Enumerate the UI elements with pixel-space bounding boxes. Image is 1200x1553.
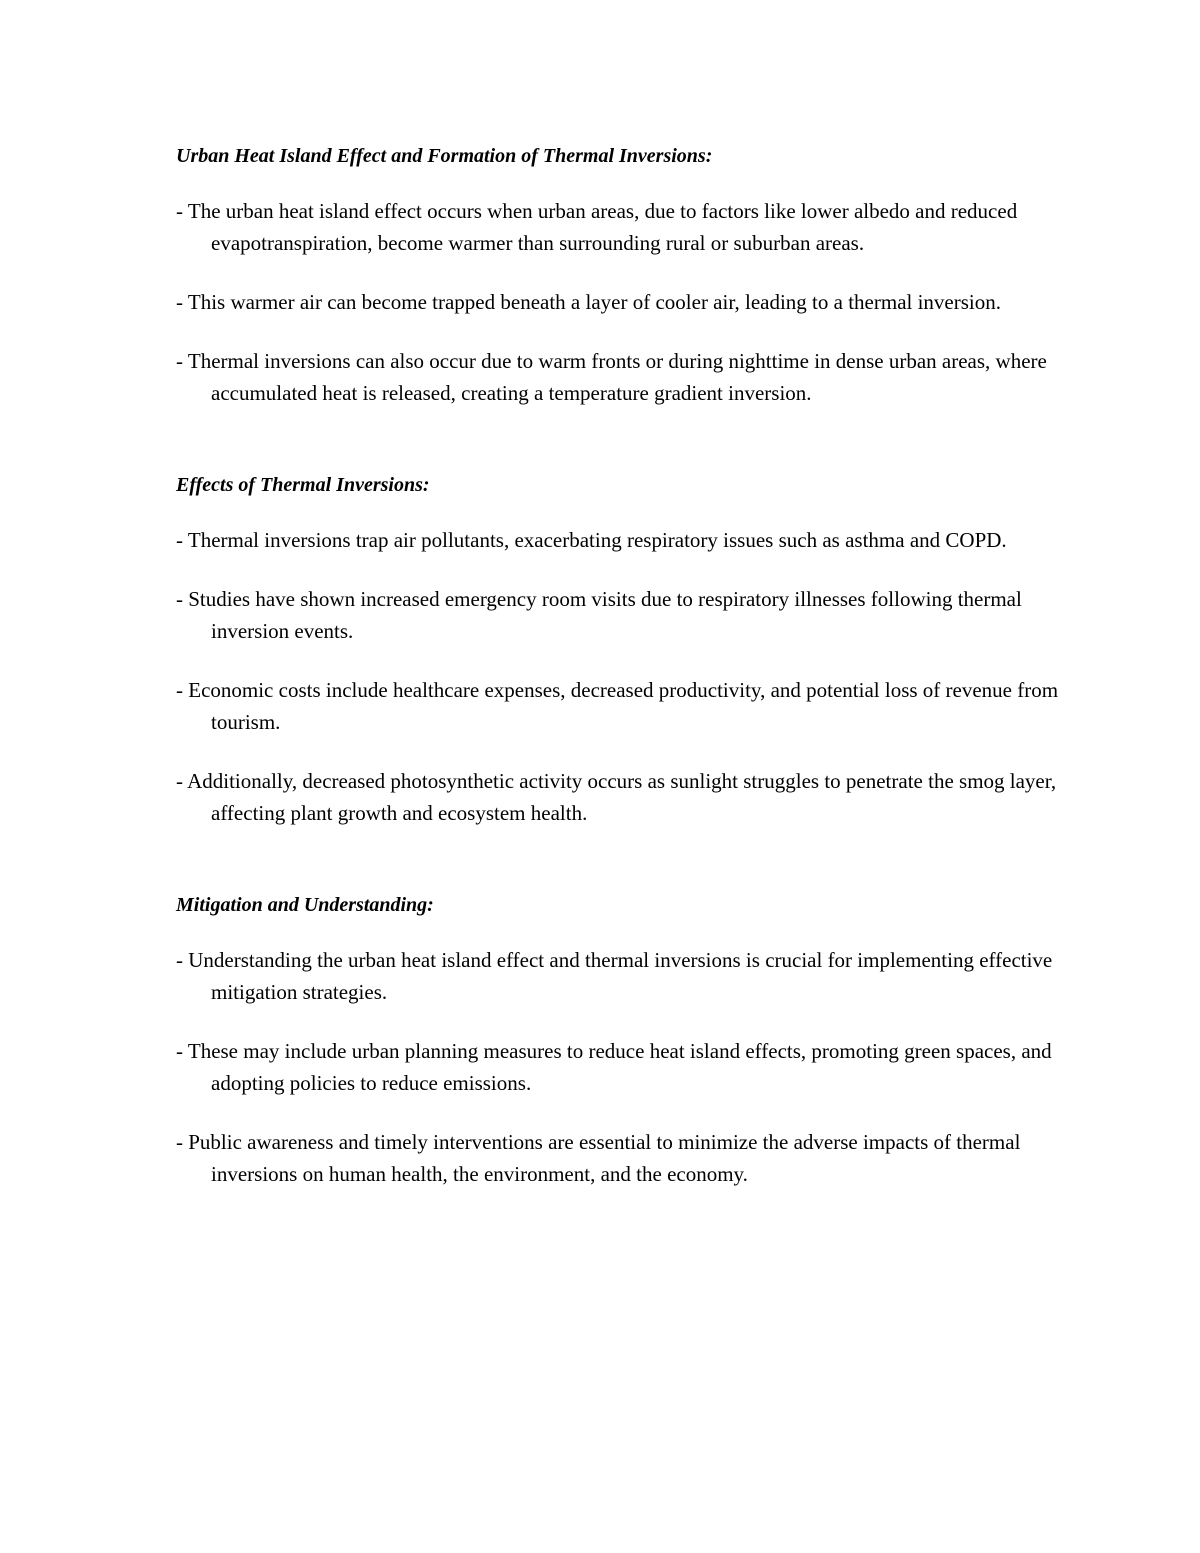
bullet-item: - These may include urban planning measures to reduce heat island effects, promoting green spaces, and adopting policies to reduce emissions. bbox=[176, 1039, 1052, 1095]
bullet-list bbox=[176, 944, 1076, 1190]
bullet-list bbox=[176, 524, 1076, 829]
section-heading: Urban Heat Island Effect and Formation of Thermal Inversions: bbox=[176, 145, 713, 167]
bullet-item: - Studies have shown increased emergency room visits due to respiratory illnesses following thermal inversion events. bbox=[176, 587, 1022, 643]
bullet-item: - The urban heat island effect occurs when urban areas, due to factors like lower albedo and reduced evapotranspiration, become warmer than surrounding rural or suburban areas. bbox=[176, 199, 1018, 255]
bullet-item: - Understanding the urban heat island effect and thermal inversions is crucial for implementing effective mitigation strategies. bbox=[176, 948, 1053, 1004]
bullet-item: - This warmer air can become trapped beneath a layer of cooler air, leading to a thermal inversion. bbox=[176, 290, 1001, 314]
bullet-item: - Economic costs include healthcare expenses, decreased productivity, and potential loss of revenue from tourism. bbox=[176, 678, 1059, 734]
document-body bbox=[176, 140, 1076, 1190]
bullet-item: - Thermal inversions trap air pollutants, exacerbating respiratory issues such as asthma and COPD. bbox=[176, 528, 1007, 552]
section-effects bbox=[176, 469, 1076, 829]
bullet-item: - Public awareness and timely interventions are essential to minimize the adverse impacts of thermal inversions on human health, the environment, and the economy. bbox=[176, 1130, 1021, 1186]
section-heading: Effects of Thermal Inversions: bbox=[176, 474, 430, 496]
bullet-list bbox=[176, 195, 1076, 409]
section-urban-heat-island bbox=[176, 140, 1076, 409]
section-mitigation bbox=[176, 889, 1076, 1190]
section-heading: Mitigation and Understanding: bbox=[176, 894, 434, 916]
bullet-item: - Additionally, decreased photosynthetic activity occurs as sunlight struggles to penetrate the smog layer, affecting plant growth and ecosystem health. bbox=[176, 769, 1057, 825]
bullet-item: - Thermal inversions can also occur due to warm fronts or during nighttime in dense urban areas, where accumulated heat is released, creating a temperature gradient inversion. bbox=[176, 349, 1047, 405]
